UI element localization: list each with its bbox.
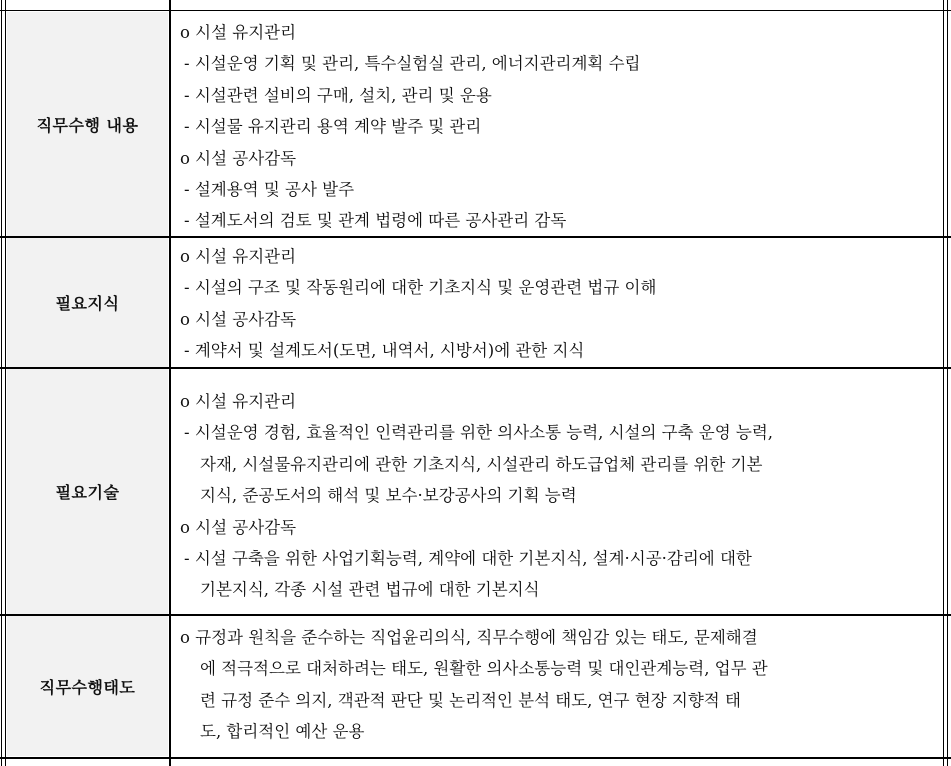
row-label-attitude: 직무수행태도 — [7, 616, 168, 756]
row-content-knowledge — [180, 241, 937, 367]
content-line: o 시설 공사감독 — [180, 517, 297, 537]
table-divider — [169, 0, 171, 766]
content-line: o 규정과 원칙을 준수하는 직업윤리의식, 직무수행에 책임감 있는 태도, 문제해결 — [180, 628, 758, 647]
table-row-skills — [0, 369, 951, 614]
table-row-knowledge — [0, 238, 951, 367]
table-row-duties — [0, 12, 951, 236]
table-border — [1, 0, 2, 766]
content-line: o 시설 유지관리 — [180, 247, 297, 266]
row-separator — [0, 10, 951, 11]
content-line: 기본지식, 각종 시설 관련 법규에 대한 기본지식 — [200, 580, 540, 600]
content-line: o 시설 유지관리 — [180, 392, 297, 411]
row-content-attitude — [180, 622, 937, 748]
content-line: - 시설의 구조 및 작동원리에 대한 기초지식 및 운영관련 법규 이해 — [184, 278, 657, 298]
content-line: - 계약서 및 설계도서(도면, 내역서, 시방서)에 관한 지식 — [184, 341, 585, 361]
row-content-duties — [180, 17, 937, 237]
row-label-knowledge: 필요지식 — [7, 238, 168, 367]
row-separator — [0, 236, 951, 238]
content-line: 자재, 시설물유지관리에 관한 기초지식, 시설관리 하도급업체 관리를 위한 기본 — [200, 454, 763, 474]
row-separator — [0, 614, 951, 616]
row-label-duties: 직무수행 내용 — [7, 12, 168, 236]
content-line: 련 규정 준수 의지, 객관적 판단 및 논리적인 분석 태도, 연구 현장 지향적 태 — [200, 690, 741, 710]
table-row-attitude — [0, 616, 951, 756]
content-line: 에 적극적으로 대처하려는 태도, 원활한 의사소통능력 및 대인관계능력, 업무 관 — [200, 659, 768, 679]
content-line: - 시설관련 설비의 구매, 설치, 관리 및 운용 — [184, 85, 492, 105]
table-border — [947, 0, 948, 766]
table-border — [943, 0, 944, 766]
row-separator — [0, 367, 951, 369]
content-line: - 설계용역 및 공사 발주 — [184, 179, 355, 199]
content-line: - 설계도서의 검토 및 관계 법령에 따른 공사관리 감독 — [184, 211, 567, 231]
content-line: - 시설운영 경험, 효율적인 인력관리를 위한 의사소통 능력, 시설의 구축 운영 능력, — [184, 423, 774, 443]
content-line: - 시설운영 기획 및 관리, 특수실험실 관리, 에너지관리계획 수립 — [184, 54, 641, 74]
content-line: o 시설 유지관리 — [180, 23, 297, 42]
row-content-skills — [180, 386, 937, 606]
content-line: - 시설 구축을 위한 사업기획능력, 계약에 대한 기본지식, 설계·시공·감리에 대한 — [184, 548, 752, 568]
row-label-skills: 필요기술 — [7, 369, 168, 614]
content-line: 도, 합리적인 예산 운용 — [200, 722, 365, 742]
content-line: - 시설물 유지관리 용역 계약 발주 및 관리 — [184, 117, 482, 137]
row-separator — [0, 757, 951, 759]
content-line: o 시설 공사감독 — [180, 148, 297, 168]
content-line: 지식, 준공도서의 해석 및 보수·보강공사의 기획 능력 — [200, 486, 577, 506]
content-line: o 시설 공사감독 — [180, 309, 297, 329]
table-border — [5, 0, 6, 766]
